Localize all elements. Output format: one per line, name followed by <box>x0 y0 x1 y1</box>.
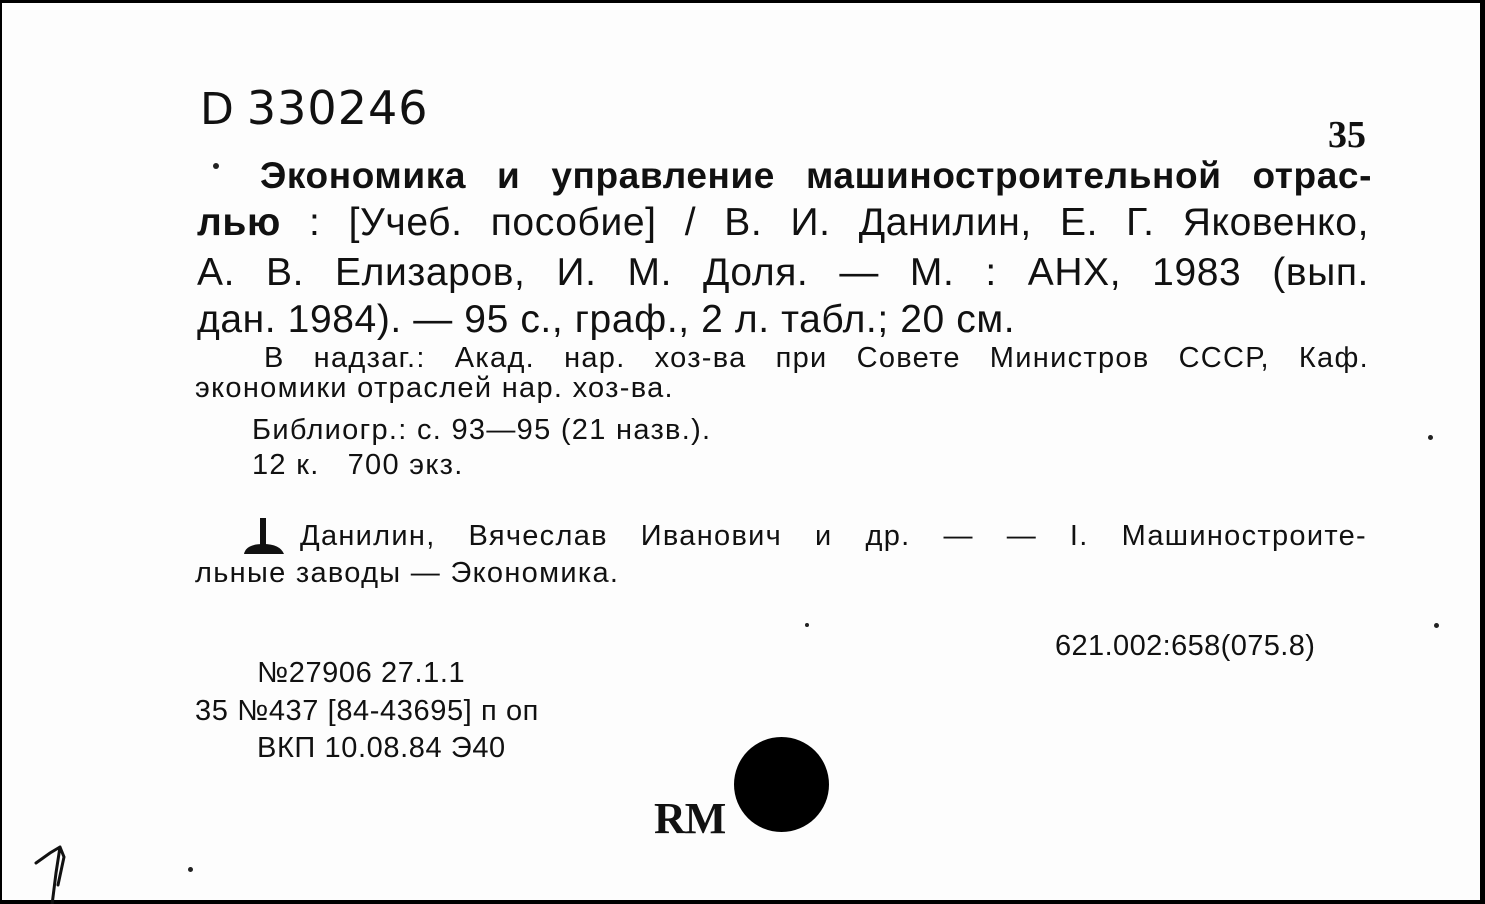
accession-digits: 330246 <box>246 81 429 135</box>
accession-prefix: D <box>200 84 235 135</box>
note-header: В надзаг.: Акад. нар. хоз-ва при Совете Министров СССР, Каф. <box>264 342 1369 374</box>
speck-mark <box>1434 623 1439 628</box>
registration-line-3: ВКП 10.08.84 Э40 <box>257 732 506 764</box>
udc-classification: 621.002:658(075.8) <box>1055 630 1316 662</box>
tracing-line-2: льные заводы — Экономика. <box>195 557 620 589</box>
note-header-continued: экономики отраслей нар. хоз-ва. <box>195 372 674 404</box>
bullet-dot-icon <box>213 163 219 169</box>
rm-stamp-label: RM <box>654 794 726 843</box>
accession-number <box>200 81 429 135</box>
description-line-4: дан. 1984). — 95 с., граф., 2 л. табл.; 20 см. <box>197 298 1016 341</box>
description-line-3: А. В. Елизаров, И. М. Доля. — М. : АНХ, 1983 (вып. <box>197 251 1369 294</box>
filled-circle-mark <box>734 737 829 832</box>
speck-mark <box>1428 435 1433 440</box>
speck-mark <box>188 867 193 872</box>
description-line-2 <box>197 201 1369 245</box>
note-bibliography: Библиогр.: с. 93—95 (21 назв.). <box>252 414 712 446</box>
tracing-line-1 <box>242 520 1367 553</box>
title-line-1: Экономика и управление машиностроительной отрас- <box>260 155 1372 196</box>
tracing-text: Данилин, Вячеслав Иванович и др. — — I. Машиностроите- <box>300 520 1367 552</box>
responsibility-statement: : [Учеб. пособие] / В. И. Данилин, Е. Г. Яковенко, <box>309 201 1369 244</box>
speck-mark <box>805 623 809 627</box>
pen-scribble-mark <box>30 833 80 904</box>
note-price-print-run: 12 к. 700 экз. <box>252 449 464 481</box>
registration-line-1: №27906 27.1.1 <box>257 657 466 689</box>
title-continuation: лью <box>197 201 281 244</box>
page-number: 35 <box>1328 114 1366 156</box>
registration-line-2: 35 №437 [84-43695] п оп <box>195 695 539 727</box>
